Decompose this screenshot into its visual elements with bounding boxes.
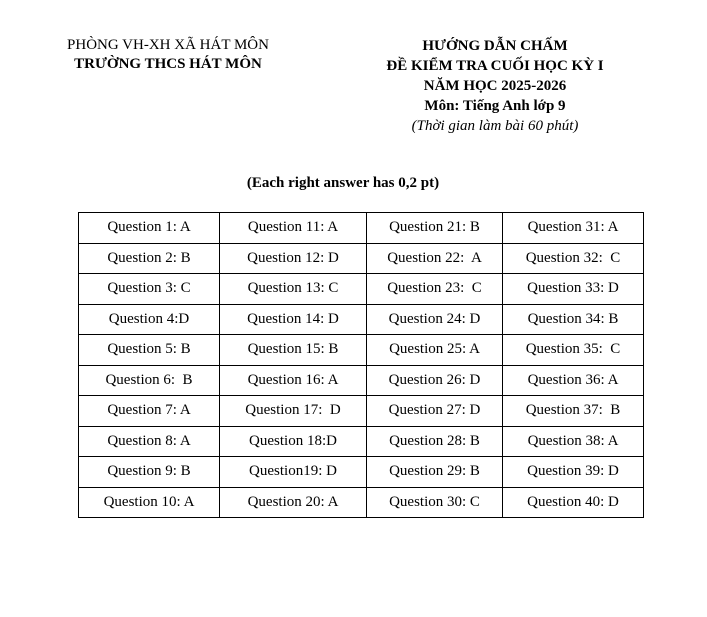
- answer-cell: Question 3: C: [79, 274, 220, 305]
- answer-cell: Question 21: B: [367, 213, 503, 244]
- answer-cell: Question 12: D: [220, 243, 367, 274]
- subject: Môn: Tiếng Anh lớp 9: [424, 98, 566, 114]
- answer-cell: Question 24: D: [367, 304, 503, 335]
- time-limit: (Thời gian làm bài 60 phút): [411, 118, 579, 134]
- answer-cell: Question 18:D: [220, 426, 367, 457]
- department-name: PHÒNG VH-XH XÃ HÁT MÔN: [67, 37, 269, 53]
- answer-cell: Question 23: C: [367, 274, 503, 305]
- exam-name: ĐỀ KIỂM TRA CUỐI HỌC KỲ I: [386, 58, 604, 74]
- answer-cell: Question 38: A: [503, 426, 644, 457]
- answer-cell: Question 4:D: [79, 304, 220, 335]
- table-row: [79, 487, 644, 518]
- answer-cell: Question 31: A: [503, 213, 644, 244]
- answer-key-table: [78, 212, 644, 518]
- table-row: [79, 457, 644, 488]
- answer-cell: Question 15: B: [220, 335, 367, 366]
- table-row: [79, 365, 644, 396]
- answer-cell: Question 20: A: [220, 487, 367, 518]
- table-row: [79, 304, 644, 335]
- answer-cell: Question 29: B: [367, 457, 503, 488]
- scoring-note: (Each right answer has 0,2 pt): [246, 175, 440, 191]
- answer-cell: Question 5: B: [79, 335, 220, 366]
- answer-cell: Question 6: B: [79, 365, 220, 396]
- answer-cell: Question 37: B: [503, 396, 644, 427]
- answer-cell: Question 10: A: [79, 487, 220, 518]
- header-right: [345, 36, 645, 136]
- answer-cell: Question 30: C: [367, 487, 503, 518]
- answer-cell: Question 9: B: [79, 457, 220, 488]
- table-row: [79, 426, 644, 457]
- answer-cell: Question 13: C: [220, 274, 367, 305]
- answer-cell: Question 36: A: [503, 365, 644, 396]
- answer-cell: Question 11: A: [220, 213, 367, 244]
- answer-cell: Question 8: A: [79, 426, 220, 457]
- answer-cell: Question 35: C: [503, 335, 644, 366]
- answer-cell: Question 32: C: [503, 243, 644, 274]
- answer-cell: Question 27: D: [367, 396, 503, 427]
- table-row: [79, 335, 644, 366]
- answer-cell: Question 40: D: [503, 487, 644, 518]
- school-name: TRƯỜNG THCS HÁT MÔN: [74, 56, 262, 72]
- answer-cell: Question 34: B: [503, 304, 644, 335]
- table-row: [79, 396, 644, 427]
- answer-cell: Question 25: A: [367, 335, 503, 366]
- answer-cell: Question 22: A: [367, 243, 503, 274]
- answer-cell: Question 2: B: [79, 243, 220, 274]
- answer-cell: Question 16: A: [220, 365, 367, 396]
- answer-cell: Question 14: D: [220, 304, 367, 335]
- answer-cell: Question 1: A: [79, 213, 220, 244]
- answer-cell: Question 28: B: [367, 426, 503, 457]
- table-row: [79, 243, 644, 274]
- header-left: [28, 36, 308, 74]
- table-row: [79, 274, 644, 305]
- document-title: HƯỚNG DẪN CHẤM: [422, 38, 568, 54]
- answer-cell: Question19: D: [220, 457, 367, 488]
- school-year: NĂM HỌC 2025-2026: [423, 78, 567, 94]
- answer-cell: Question 33: D: [503, 274, 644, 305]
- answer-cell: Question 17: D: [220, 396, 367, 427]
- answer-cell: Question 7: A: [79, 396, 220, 427]
- answer-cell: Question 26: D: [367, 365, 503, 396]
- answer-cell: Question 39: D: [503, 457, 644, 488]
- table-row: [79, 213, 644, 244]
